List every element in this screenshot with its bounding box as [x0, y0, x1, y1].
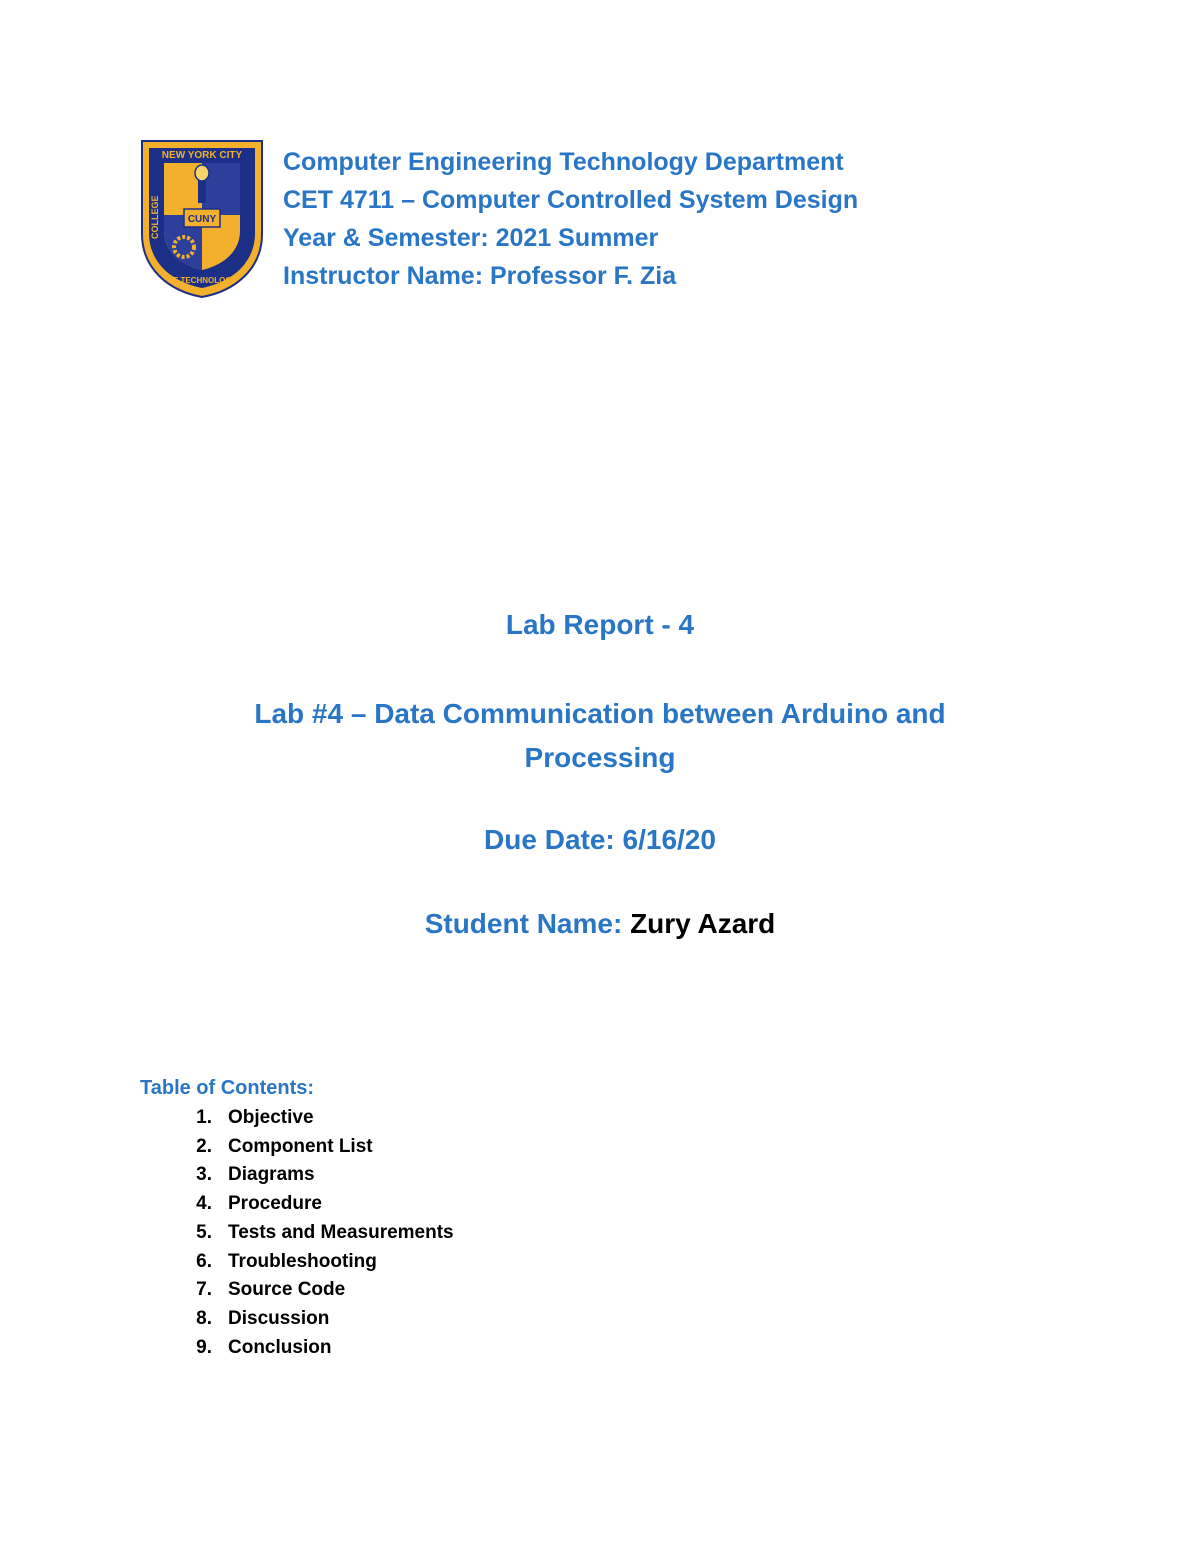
lab-title — [0, 692, 1200, 780]
logo-center-text: CUNY — [187, 214, 217, 225]
toc-item-number: 7. — [196, 1279, 212, 1301]
toc-item-number: 6. — [196, 1250, 212, 1272]
logo-arc-bottom: OF TECHNOLOGY — [167, 276, 237, 285]
due-date: Due Date: 6/16/20 — [484, 824, 716, 855]
course-title: CET 4711 – Computer Controlled System Design — [283, 186, 859, 214]
toc-item-label: Troubleshooting — [228, 1250, 377, 1272]
toc-item-number: 3. — [196, 1164, 212, 1186]
toc-item-number: 1. — [196, 1107, 212, 1128]
toc-item-label: Source Code — [228, 1279, 346, 1301]
toc-item-label: Conclusion — [228, 1336, 332, 1358]
department-name: Computer Engineering Technology Department — [283, 148, 844, 176]
instructor-name: Instructor Name: Professor F. Zia — [283, 262, 677, 290]
toc-item — [140, 1161, 454, 1190]
toc-item-label: Objective — [228, 1107, 314, 1128]
college-seal-logo — [140, 139, 264, 299]
logo-arc-top: NEW YORK CITY — [161, 150, 243, 161]
student-name: Zury Azard — [630, 908, 776, 939]
toc-item — [140, 1133, 454, 1162]
toc-item-number: 4. — [196, 1193, 212, 1215]
toc-heading: Table of Contents: — [140, 1077, 315, 1099]
toc-item — [140, 1190, 454, 1219]
toc-item — [140, 1334, 454, 1363]
student-label: Student Name: — [424, 908, 623, 939]
toc-item-label: Tests and Measurements — [228, 1221, 454, 1243]
toc-item — [140, 1276, 454, 1305]
lab-title-line1: Lab #4 – Data Communication between Arduino and — [254, 698, 946, 729]
report-title: Lab Report - 4 — [505, 609, 695, 640]
toc-item — [140, 1104, 454, 1133]
year-semester: Year & Semester: 2021 Summer — [283, 224, 659, 252]
toc-item-label: Diagrams — [228, 1164, 315, 1186]
toc-item-number: 9. — [196, 1336, 212, 1358]
toc-item — [140, 1219, 454, 1248]
toc-item — [140, 1305, 454, 1334]
logo-arc-left: COLLEGE — [150, 195, 160, 239]
toc-list — [140, 1104, 454, 1362]
toc-item-label: Discussion — [228, 1307, 330, 1329]
lab-title-line2: Processing — [524, 742, 676, 773]
toc-item-number: 8. — [196, 1307, 212, 1329]
student-line — [0, 906, 1200, 942]
toc-item — [140, 1248, 454, 1277]
toc-item-label: Procedure — [228, 1193, 322, 1215]
toc-item-number: 5. — [196, 1221, 212, 1243]
course-header — [283, 143, 1183, 295]
toc-item-number: 2. — [196, 1135, 212, 1157]
toc-item-label: Component List — [228, 1135, 373, 1157]
